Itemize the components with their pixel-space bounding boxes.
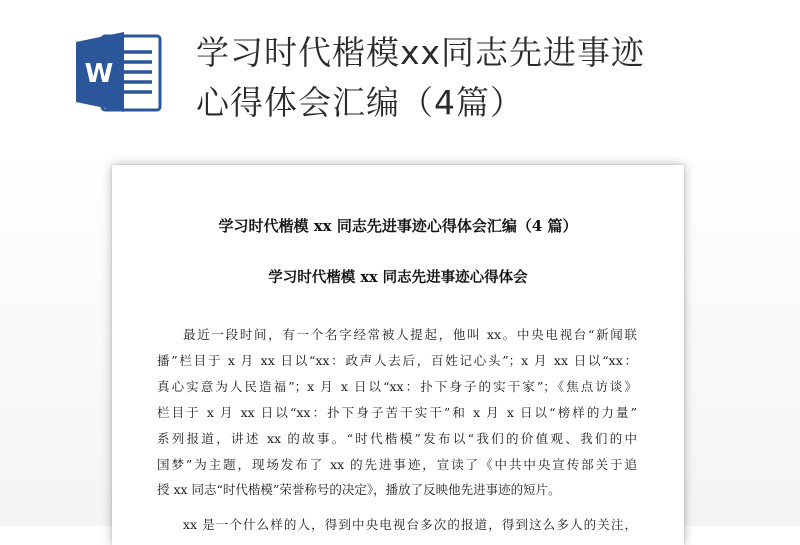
body-line: 授 xx 同志“时代楷模”荣誉称号的决定》，播放了反映他先进事迹的短片。 [157,482,561,498]
body-line: 真心实意为人民造福”；x 月 x 日以“xx：扑下身子的实干家”；《焦点访谈》 [157,378,637,394]
body-line: 国梦”为主题，现场发布了 xx 的先进事迹，宣读了《中共中央宣传部关于追 [157,456,637,472]
body-line: 播”栏目于 x 月 xx 日以“xx：政声人去后，百姓记心头”；x 月 xx 日以“xx： [157,352,637,368]
body-line: 栏目于 x 月 xx 日以“xx：扑下身子苦干实干”和 x 月 x 日以“榜样的力量” [157,404,637,420]
document-page [112,165,684,545]
word-icon-letter: W [84,59,114,89]
header-banner [0,0,800,150]
document-body [157,322,637,538]
body-line: 系列报道，讲述 xx 的故事。“时代楷模”发布以“我们的价值观、我们的中 [157,430,637,446]
body-line: xx 是一个什么样的人，得到中央电视台多次的报道，得到这么多人的关注， [183,517,637,533]
word-doc-icon [72,30,164,114]
body-line: 最近一段时间，有一个名字经常被人提起，他叫 xx。中央电视台“新闻联 [183,327,637,342]
document-subtitle: 学习时代楷模 xx 同志先进事迹心得体会 [268,269,528,286]
page-title-line-2: 心得体会汇编（4篇） [196,83,524,122]
document-title: 学习时代楷模 xx 同志先进事迹心得体会汇编（4 篇） [218,217,578,235]
page-title-line-1: 学习时代楷模xx同志先进事迹 [196,33,646,72]
page-title [196,28,756,128]
